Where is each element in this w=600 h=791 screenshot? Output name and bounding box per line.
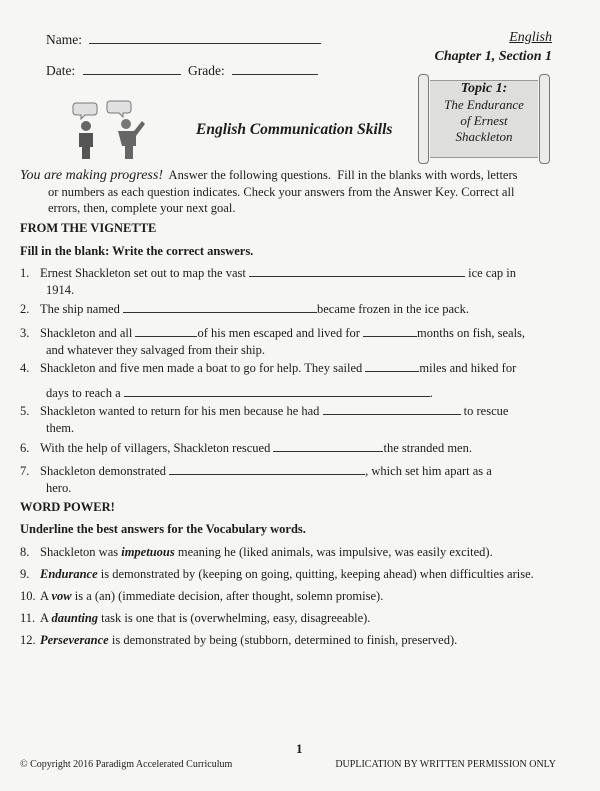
q5-number: 5. — [20, 404, 30, 418]
q9-text-b[interactable]: is demonstrated by (keeping on going, quitting, keeping ahead) when difficulties arise. — [97, 567, 534, 581]
date-blank[interactable] — [83, 73, 181, 75]
q3-text-d: and whatever they salvaged from their ship. — [46, 343, 266, 357]
q3-text-b: of his men escaped and lived for — [197, 326, 360, 340]
grade-field — [188, 63, 318, 79]
q3-text-c: months on fish, seals, — [417, 326, 526, 340]
question-3 — [20, 325, 580, 359]
q5-blank[interactable] — [323, 413, 461, 415]
q5-text-c: them. — [46, 421, 75, 435]
q4-blank-1[interactable] — [365, 370, 419, 372]
q11-text-a: A — [40, 611, 52, 625]
q8-text-b[interactable]: meaning he (liked animals, was impulsive, was easily excited). — [174, 545, 493, 559]
q1-text-a: Ernest Shackleton set out to map the vast — [40, 266, 246, 280]
scroll-left-roll — [418, 74, 429, 164]
q4-text-d: . — [429, 386, 433, 400]
intro-line-1: Answer the following questions. Fill in the blanks with words, letters — [163, 168, 518, 182]
q7-text-a: Shackleton demonstrated — [40, 464, 167, 478]
topic-scroll — [418, 70, 550, 166]
q2-text-a: The ship named — [40, 302, 120, 316]
q4-number: 4. — [20, 361, 30, 375]
grade-blank[interactable] — [232, 73, 318, 75]
q1-blank[interactable] — [249, 275, 465, 277]
question-9 — [20, 566, 595, 583]
intro-line-3: errors, then, complete your next goal. — [48, 201, 236, 215]
people-speech-icon — [68, 100, 150, 160]
q8-text-a: Shackleton was — [40, 545, 122, 559]
q10-number: 10. — [20, 589, 36, 603]
q7-text-c: hero. — [46, 481, 72, 495]
name-field — [46, 32, 321, 48]
subject-label: English — [509, 30, 552, 45]
intro-italic: You are making progress! — [20, 168, 163, 183]
question-1 — [20, 265, 580, 299]
name-label: Name: — [46, 32, 82, 47]
question-7 — [20, 463, 580, 497]
q10-vocab-word: vow — [51, 589, 72, 603]
q9-vocab-word: Endurance — [40, 567, 98, 581]
q11-vocab-word: daunting — [51, 611, 99, 625]
q10-text-a: A — [40, 589, 52, 603]
q3-blank-2[interactable] — [363, 335, 417, 337]
q5-text-b: to rescue — [463, 404, 509, 418]
q8-vocab-word: impetuous — [121, 545, 175, 559]
topic-label: Topic 1: — [460, 81, 508, 96]
question-8 — [20, 544, 590, 561]
q11-text-b[interactable]: task is one that is (overwhelming, easy, disagreeable). — [98, 611, 371, 625]
q6-number: 6. — [20, 441, 30, 455]
q11-number: 11. — [20, 611, 36, 625]
q3-text-a: Shackleton and all — [40, 326, 133, 340]
vignette-heading: FROM THE VIGNETTE — [20, 221, 157, 235]
q6-blank[interactable] — [273, 450, 383, 452]
question-5 — [20, 403, 580, 437]
q1-number: 1. — [20, 266, 30, 280]
q12-vocab-word: Perseverance — [40, 633, 109, 647]
vignette-instruction: Fill in the blank: Write the correct answers. — [20, 244, 254, 258]
q4-text-a: Shackleton and five men made a boat to go for help. They sailed — [40, 361, 363, 375]
q7-number: 7. — [20, 464, 30, 478]
question-12 — [20, 632, 590, 649]
q6-text-a: With the help of villagers, Shackleton rescued — [40, 441, 271, 455]
question-11 — [20, 610, 590, 627]
intro-paragraph — [20, 167, 580, 216]
copyright-text: © Copyright 2016 Paradigm Accelerated Curriculum — [20, 759, 233, 770]
q2-blank[interactable] — [123, 311, 317, 313]
q2-number: 2. — [20, 302, 30, 316]
q4-text-b: miles and hiked for — [419, 361, 517, 375]
q5-text-a: Shackleton wanted to return for his men because he had — [40, 404, 320, 418]
q2-text-b: became frozen in the ice pack. — [316, 302, 469, 316]
q12-text-b[interactable]: is demonstrated by being (stubborn, determined to finish, preserved). — [108, 633, 458, 647]
topic-line-2: of Ernest — [460, 113, 508, 128]
q6-text-b: the stranded men. — [383, 441, 472, 455]
q10-text-b[interactable]: is a (an) (immediate decision, after thought, solemn promise). — [71, 589, 384, 603]
q4-blank-2[interactable] — [124, 395, 430, 397]
topic-box — [430, 80, 538, 158]
date-field — [46, 63, 181, 79]
topic-line-1: The Endurance — [444, 97, 524, 112]
word-power-instruction: Underline the best answers for the Vocabulary words. — [20, 522, 306, 536]
question-10 — [20, 588, 590, 605]
q9-number: 9. — [20, 567, 30, 581]
q7-text-b: , which set him apart as a — [365, 464, 492, 478]
topic-line-3: Shackleton — [455, 129, 513, 144]
q1-text-b: ice cap in — [468, 266, 516, 280]
q7-blank[interactable] — [169, 473, 365, 475]
page-title: English Communication Skills — [196, 121, 393, 138]
q3-blank-1[interactable] — [135, 335, 197, 337]
q8-number: 8. — [20, 545, 30, 559]
duplication-notice: DUPLICATION BY WRITTEN PERMISSION ONLY — [335, 759, 556, 770]
name-blank[interactable] — [89, 42, 321, 44]
intro-line-2: or numbers as each question indicates. Check your answers from the Answer Key. Correct all — [48, 185, 515, 199]
question-6 — [20, 440, 580, 457]
q1-text-c: 1914. — [46, 283, 75, 297]
q4-text-c: days to reach a — [46, 386, 121, 400]
scroll-right-roll — [539, 74, 550, 164]
word-power-heading: WORD POWER! — [20, 500, 115, 514]
q3-number: 3. — [20, 326, 30, 340]
page-number: 1 — [296, 741, 303, 756]
q12-number: 12. — [20, 633, 36, 647]
chapter-label: Chapter 1, Section 1 — [434, 49, 552, 64]
question-4 — [20, 360, 580, 402]
grade-label: Grade: — [188, 63, 225, 78]
question-2 — [20, 301, 580, 318]
date-label: Date: — [46, 63, 76, 78]
